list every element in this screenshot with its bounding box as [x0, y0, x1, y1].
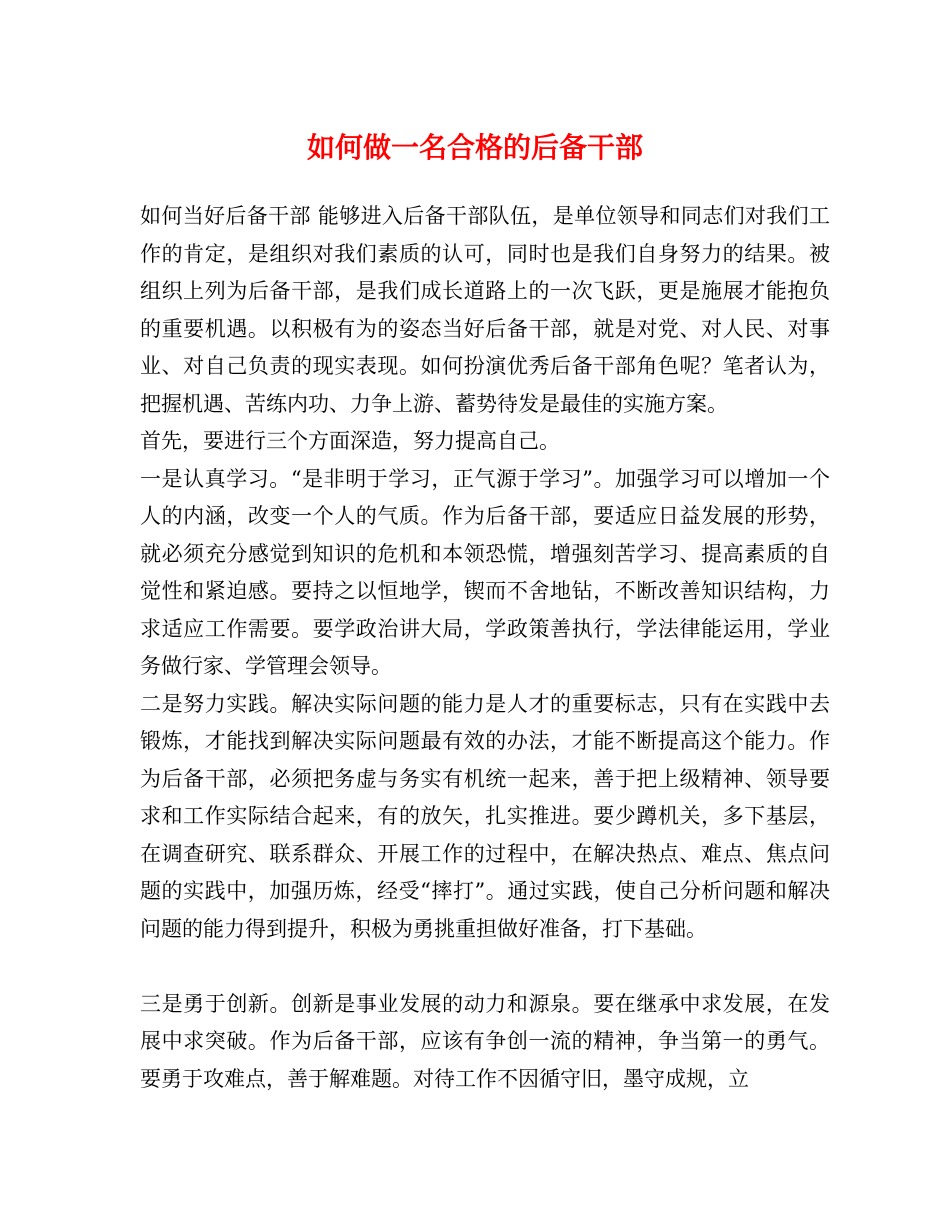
- paragraph-first-point: 首先，要进行三个方面深造，努力提高自己。: [140, 429, 560, 453]
- document-body: [140, 198, 830, 1098]
- paragraph-intro: 如何当好后备干部 能够进入后备干部队伍，是单位领导和同志们对我们工作的肯定，是组织对我们素质的认可，同时也是我们自身努力的结果。被组织上列为后备干部，是我们成长道路上的一次飞跃，更是施展才能抱负的重要机遇。以积极有为的姿态当好后备干部，就是对党、对人民、对事业、对自己负责的现实表现。如何扮演优秀后备干部角色呢？笔者认为，把握机遇、苦练内功、力争上游、蓄势待发是最佳的实施方案。: [140, 204, 830, 416]
- document-title: 如何做一名合格的后备干部: [306, 131, 643, 164]
- paragraph-gap: [140, 948, 830, 986]
- paragraph-practice: 二是努力实践。解决实际问题的能力是人才的重要标志，只有在实践中去锻炼，才能找到解决实际问题最有效的办法，才能不断提高这个能力。作为后备干部，必须把务虚与务实有机统一起来，善于把上级精神、领导要求和工作实际结合起来，有的放矢，扎实推进。要少蹲机关，多下基层，在调查研究、联系群众、开展工作的过程中，在解决热点、难点、焦点问题的实践中，加强历炼，经受“摔打”。通过实践，使自己分析问题和解决问题的能力得到提升，积极为勇挑重担做好准备，打下基础。: [140, 691, 830, 941]
- paragraph-study: 一是认真学习。“是非明于学习，正气源于学习”。加强学习可以增加一个人的内涵，改变一个人的气质。作为后备干部，要适应日益发展的形势，就必须充分感觉到知识的危机和本领恐慌，增强刻苦学习、提高素质的自觉性和紧迫感。要持之以恒地学，锲而不舍地钻，不断改善知识结构，力求适应工作需要。要学政治讲大局，学政策善执行，学法律能运用，学业务做行家、学管理会领导。: [140, 466, 830, 678]
- paragraph-innovation: 三是勇于创新。创新是事业发展的动力和源泉。要在继承中求发展，在发展中求突破。作为后备干部，应该有争创一流的精神，争当第一的勇气。要勇于攻难点，善于解难题。对待工作不因循守旧，墨守成规，立: [140, 991, 830, 1091]
